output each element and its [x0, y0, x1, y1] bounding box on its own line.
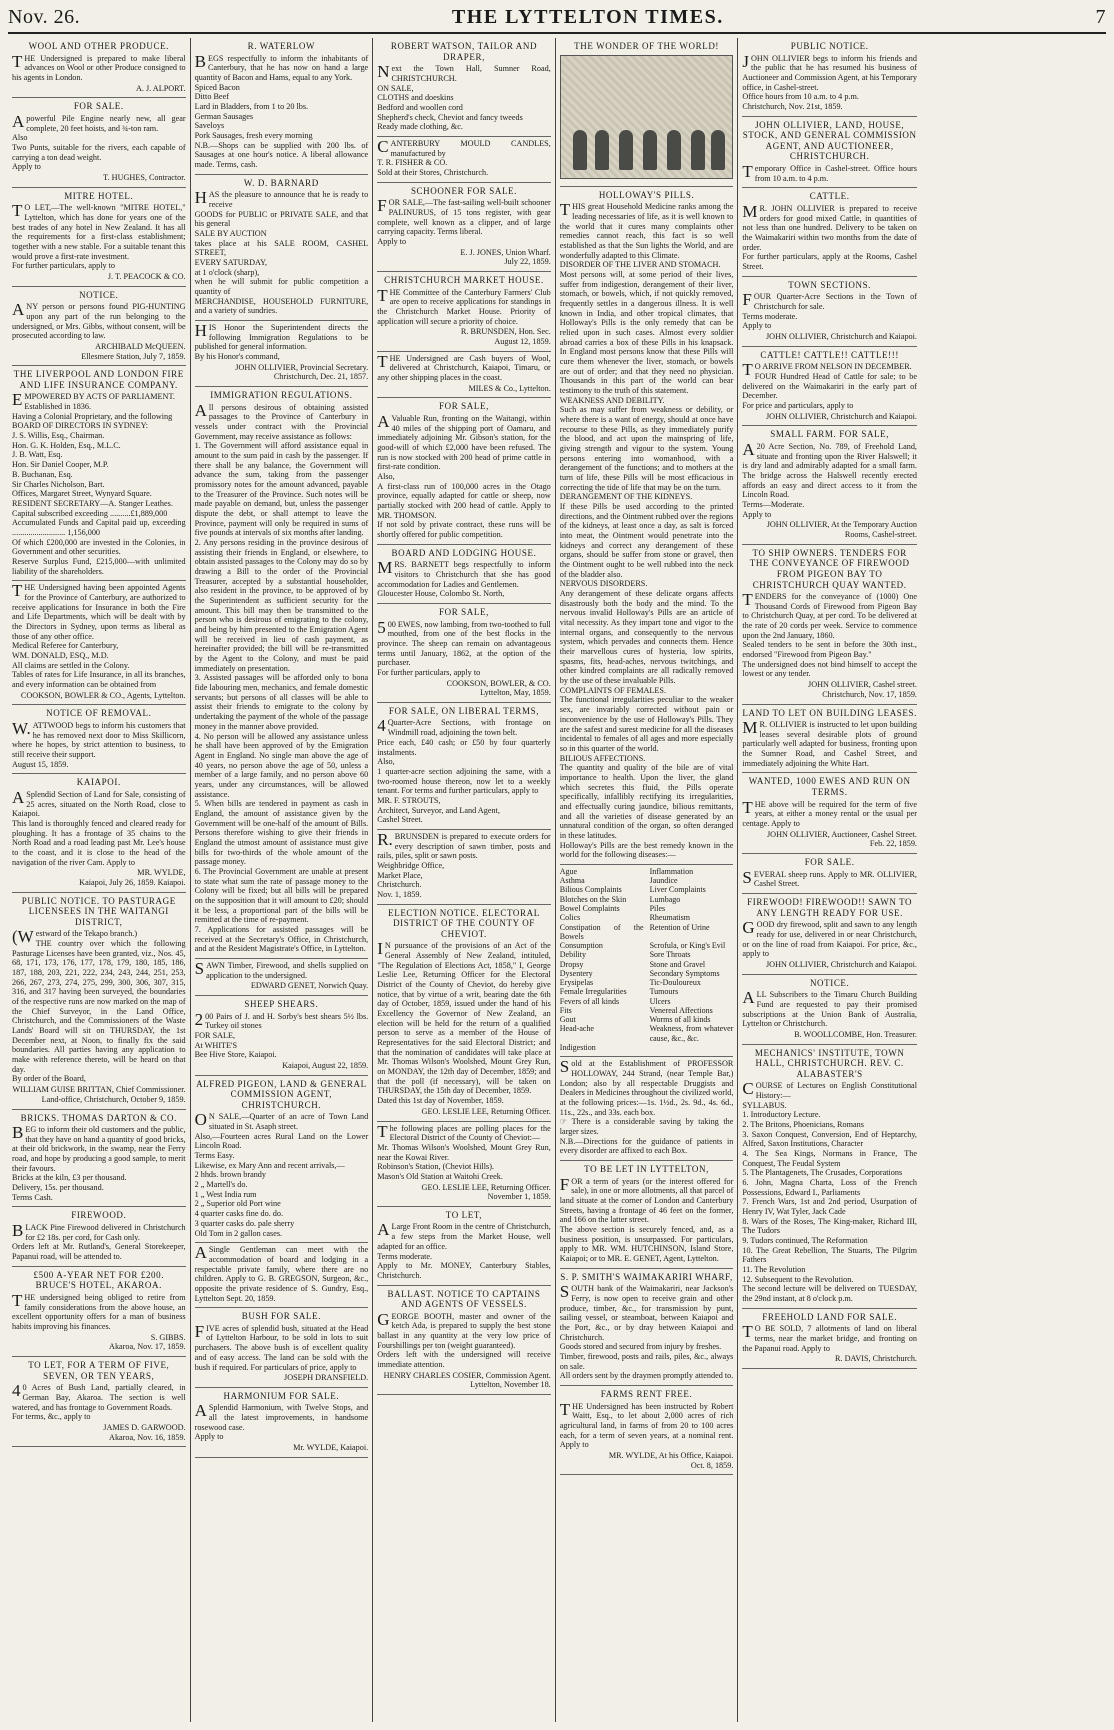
- advertisement: [742, 277, 917, 347]
- ad-signature: MR. WYLDE, At his Office, Kaiapoi. Oct. 8, 1859.: [608, 1450, 734, 1470]
- advertisement: [195, 175, 369, 321]
- ad-signature: T. HUGHES, Contractor.: [103, 172, 186, 182]
- ad-body: TENDERS for the conveyance of (1000) One Thousand Cords of Firewood from Pigeon Bay to Christchurch Quay, at per cord. To be delivered at the rate of 20 cords per week. Service to commence upon the 2nd January, 1860. Sealed tenders to be sent in before the 30th inst., endorsed "Firewood from Pigeon Bay." The undersigned does not bind himself to accept the lowest or any tender.: [742, 590, 917, 679]
- ad-heading: THE LIVERPOOL AND LONDON FIRE AND LIFE INSURANCE COMPANY.: [13, 369, 184, 390]
- ad-body: Sold at the Establishment of PROFESSOR HOLLOWAY, 244 Strand, (near Temple Bar,) London; also by all respectable Druggists and Dealers in Medicines throughout the civilized world, at the following prices:—1s. 1½d., 2s. 9d., 4s. 6d., 11s., 22s., and 33s. each box. ☞ There is a considerable saving by taking the larger sizes. N.B.—Directions for the guidance of patients in every disorder are affixed to each Box.: [559, 1057, 734, 1156]
- advertisement: [742, 854, 917, 894]
- ad-signature: HENRY CHARLES COSIER, Commission Agent. Lyttelton, November 18.: [383, 1370, 551, 1390]
- disease-item: Sore Throats: [649, 950, 691, 960]
- ad-signature: A. J. ALPORT.: [135, 83, 186, 93]
- ad-body: BLACK Pine Firewood delivered in Christchurch for £2 18s. per cord, for Cash only. Orders left at Mr. Rutland's, General Storekeeper, Papanui road, will be attended to.: [12, 1221, 186, 1262]
- ad-signature: JOHN OLLIVIER, Christchurch and Kaiapoi.: [765, 332, 917, 342]
- ad-body: The following places are polling places for the Electoral District of the County of Cheviot:— Mr. Thomas Wilson's Woolshed, Mount Grey Run, near the Kowai River. Robinson's Station, (Cheviot Hills). Mason's Old Station at Waitohi Creek.: [377, 1121, 551, 1181]
- advertisement: [742, 38, 917, 117]
- ad-heading: THE WONDER OF THE WORLD!: [574, 41, 720, 51]
- ad-signature: MR. WYLDE, Kaiapoi, July 26, 1859. Kaiapoi.: [79, 868, 186, 887]
- ad-heading: KAIAPOI.: [76, 777, 121, 788]
- ad-heading: MECHANICS' INSTITUTE, TOWN HALL, CHRISTCHURCH. REV. C. ALABASTER'S: [754, 1047, 905, 1079]
- ad-heading: IMMIGRATION REGULATIONS.: [210, 390, 353, 401]
- ad-heading: BRICKS. THOMAS DARTON & CO.: [20, 1112, 177, 1123]
- ad-body: A20 Acre Section, No. 789, of Freehold Land, situate and fronting upon the River Halswell; it is dry land and admirably adapted for a small farm. The bridge across the Halswell recently erected affords an easy and direct access to it from the Lincoln Road. Terms—Moderate. Apply to: [742, 439, 917, 519]
- column-1: [8, 38, 191, 1722]
- ad-signature: JOSEPH DRANSFIELD.: [284, 1373, 369, 1383]
- ad-heading: TO BE LET IN LYTTELTON,: [584, 1163, 709, 1174]
- ad-signature: J. T. PEACOCK & CO.: [107, 271, 186, 281]
- disease-item: Stone and Gravel: [649, 959, 706, 969]
- ad-body: 40 Acres of Bush Land, partially cleared, in German Bay, Akaroa. The section is well watered, and has frontage to Government Roads. For terms, &c., apply to: [12, 1381, 186, 1422]
- advertisement: [377, 905, 551, 1122]
- column-3: [373, 38, 556, 1722]
- ad-body: ASplendid Section of Land for Sale, consisting of 25 acres, situated on the North Road, close to Kaiapoi. This land is thoroughly fenced and cleared ready for ploughing. It has a frontage of 35 chains to the North Road and a road leading past Mr. Lee's house to the coast, and it is close to the head of the navigation of the river Cam. Apply to: [12, 787, 186, 867]
- disease-item: Lumbago: [649, 894, 681, 904]
- advertisement: [742, 1045, 917, 1309]
- advertisement: [12, 38, 186, 98]
- advertisement: [377, 1122, 551, 1207]
- ad-body: FOR a term of years (or the interest offered for sale), in one or more allotments, all that parcel of land situate at the corner of London and Canterbury Streets, having a frontage of 46 feet on the former, and 166 on the latter street. The above section is securely fenced, and, as a business position, is unsurpassed. For particulars, apply to MR. WM. HUTCHINSON, Island Store, Kaiapoi; or to MR. E. GENET, Agent, Lyttelton.: [559, 1174, 734, 1263]
- ad-body: TO ARRIVE FROM NELSON IN DECEMBER. FOUR Hundred Head of Cattle for sale; to be delivered on the Waimakariri in the early part of December. For price and particulars, apply to: [742, 360, 917, 410]
- advertisement: [12, 893, 186, 1110]
- disease-item: Blotches on the Skin: [559, 894, 627, 904]
- ad-body: All persons desirous of obtaining assisted passages to the Province of Canterbury in vessels under contract with the Provincial Government, may receive assistance as follows: 1. The Government will afford assistance equal in amount to the sum paid in cash by the passenger. If there shall be any balance, the Government will advance the sum, taking from the passenger promissory notes for the amount advanced, payable to the Treasurer of the Province. Such notes will be made payable on demand, but, unless the passenger dispute the debt, or shall attempt to leave the Province, payment will only be required in sums of five pounds at intervals of six months after landing. 2. Any persons residing in the province desirous of assisting their friends in England, or elsewhere, to obtain assisted passages to the Colony may do so by drawing a Bill to the order of the Provincial Treasurer, accepted by a substantial householder, also resident in the province, to be approved of by the Superintendent as sufficient security for the amount. This bill may then be transmitted to the person who is desirous of emigrating to the colony, and being by him presented to the Emigration Agent will be received in lieu of cash payment, as hereinafter provided; the bill will be re-transmitted by the Agent to the Colony, and must be paid immediately on presentation. 3. Assisted passages will be afforded only to bona fide labouring men, mechanics, and female domestic servants; but persons of all classes will be able to assist their friends to emigrate to the colony by undertaking the payment of the whole of the passage money in the manner above provided. 4. No person will be allowed any assistance unless he shall have been approved of by the Emigration Agent in England. No single man above the age of 40 years, no person above the age of 50, unless a member of a large family, and no person above 60 years, under any circumstances, will be allowed assistance. 5. When bills are tendered in payment as cash in England, the amount of assistance given by the Government will be one-half of the amount of Bills. Persons therefore wishing to give their friends in England the utmost amount of assistance must give bills for two-thirds of the whole amount of the passage money. 6. The Provincial Government are unable at present to state what sum the rate of passage money to the Colony will be fixed; but all bills will be prepared on the supposition that it will amount to £20; should it be less, a proportional part of the bills will be remitted at the time of re-payment. 7. Applications for assisted passages will be received at the Secretary's Office, in Christchurch, and at the Resident Magistrate's Office, in Lyttelton.: [194, 400, 369, 954]
- ad-signature: GEO. LESLIE LEE, Returning Officer. November 1, 1859.: [421, 1182, 551, 1202]
- ad-heading: LAND TO LET ON BUILDING LEASES.: [742, 707, 917, 718]
- issue-date: Nov. 26.: [8, 6, 81, 28]
- ad-signature: R. BRUNSDEN, Hon. Sec. August 12, 1859.: [460, 327, 551, 346]
- disease-item: Fits: [559, 1005, 572, 1015]
- ad-heading: BOARD AND LODGING HOUSE.: [391, 547, 537, 558]
- ad-body: CANTERBURY MOULD CANDLES, manufactured by T. R. FISHER & CO. Sold at their Stores, Christchurch.: [377, 136, 551, 177]
- ad-body: EMPOWERED BY ACTS OF PARLIAMENT. Established in 1836. Having a Colonial Proprietary, and the following BOARD OF DIRECTORS IN SYDNEY: J. S. Willis, Esq., Chairman. Hon. G. K. Holden, Esq., M.L.C. J. B. Watt, Esq. Hon. Sir Daniel Cooper, M.P. B. Buchanan, Esq. Sir Charles Nicholson, Bart. Offices, Margaret Street, Wynyard Square. RESIDENT SECRETARY—A. Stanger Leathes. Capital subscribed exceeding ..........£1,889,000 Accumulated Funds and Capital paid up, exceeding .......................... 1,156,000 Of which £200,000 are invested in the Colonies, in Government and other securities. Reserve Surplus Fund, £215,000—with unlimited liability of the shareholders.: [12, 390, 186, 576]
- ad-signature: Kaiapoi, August 22, 1859.: [282, 1060, 369, 1070]
- ad-heading: W. D. BARNARD: [243, 177, 319, 188]
- ad-heading: CHRISTCHURCH MARKET HOUSE.: [384, 274, 544, 285]
- advertisement: [377, 1286, 551, 1396]
- advertisement: [12, 287, 186, 367]
- ad-body: 500 EWES, now lambing, from two-toothed to full mouthed, from one of the best flocks in the province. The sheep can remain on advantageous terms until January, 1862, at the option of the purchaser. For further particulars, apply to: [377, 617, 551, 677]
- advertisement: [742, 894, 917, 975]
- ad-heading: TO LET,: [445, 1209, 483, 1220]
- ad-heading: SMALL FARM. FOR SALE,: [770, 429, 890, 440]
- ad-body: ASplendid Harmonium, with Twelve Stops, and all the latest improvements, in handsome rosewood case. Apply to: [194, 1401, 369, 1442]
- disease-item: Scrofula, or King's Evil: [649, 941, 726, 951]
- advertisement: [12, 1110, 186, 1208]
- ad-body: THE Committee of the Canterbury Farmers' Club are open to receive applications for standings in the Christchurch Market House. Priority of application will secure a priority of choice.: [377, 285, 551, 326]
- ad-heading: PUBLIC NOTICE.: [790, 41, 869, 51]
- ad-body: ALL Subscribers to the Timaru Church Building Fund are requested to pay their promised subscriptions at the Union Bank of Australia, Lyttelton or Christchurch.: [742, 988, 917, 1029]
- ad-body: FOUR Quarter-Acre Sections in the Town of Christchurch for sale. Terms moderate. Apply to: [742, 290, 917, 331]
- ad-signature: JAMES D. GARWOOD. Akaroa, Nov. 16, 1859.: [103, 1422, 186, 1442]
- ad-heading: FIREWOOD.: [71, 1210, 127, 1221]
- ad-heading: TO SHIP OWNERS. TENDERS FOR THE CONVEYANCE OF FIREWOOD FROM PIGEON BAY TO CHRISTCHURCH QUAY WANTED.: [749, 547, 910, 590]
- ad-signature: R. DAVIS, Christchurch.: [835, 1354, 917, 1364]
- advertisement: [377, 545, 551, 604]
- column-4: [556, 38, 739, 1722]
- disease-item: Consumption: [559, 941, 603, 951]
- advertisement: [742, 347, 917, 427]
- ad-signature: EDWARD GENET, Norwich Quay.: [250, 981, 369, 991]
- advertisement: [742, 188, 917, 276]
- ad-signature: B. WOOLLCOMBE, Hon. Treasurer.: [794, 1029, 917, 1039]
- ad-signature: COOKSON, BOWLER & CO., Agents, Lyttelton.: [20, 690, 186, 700]
- ad-body: TO LET,—The well-known "MITRE HOTEL," Lyttelton, which has done for years one of the best trades of any hotel in New Zealand. It has all the requirements for a first-class establishment; together with a new stable. For a suitable tenant this would prove a first-rate investment. For further particulars, apply to: [12, 201, 186, 271]
- advertisement: [377, 137, 551, 183]
- disease-list: [560, 867, 734, 1052]
- ad-heading: NOTICE.: [809, 977, 850, 988]
- ad-body: THE above will be required for the term of five years, at either a money rental or the usual per centage. Apply to: [742, 797, 917, 829]
- ad-heading: FIREWOOD! FIREWOOD!! SAWN TO ANY LENGTH READY FOR USE.: [747, 897, 913, 918]
- disease-item: Tic-Douloureux: [649, 978, 701, 988]
- ad-body: COURSE of Lectures on English Constitutional History:— SYLLABUS. 1. Introductory Lecture. 2. The Britons, Phoenicians, Romans 3. Saxon Conquest, Conversion, End of Heptarchy, Alfred, Saxon Institutions, Character 4. The Sea Kings, Normans in France, The Conquest, The Feudal System 5. The Plantagenets, The Crusades, Corporations 6. John, Magna Charta, Loss of the French Possessions, Edward I., Parliaments 7. French Wars, 1st and 2nd period, Usurpation of Henry IV, Wat Tyler, Jack Cade 8. Wars of the Roses, The King-maker, Richard III, The Tudors 9. Tudors continued, The Reformation 10. The Great Rebellion, The Stuarts, The Pilgrim Fathers 11. The Revolution 12. Subsequent to the Revolution. The second lecture will be delivered on TUESDAY, the 29nd instant, at 8 o'clock p.m.: [742, 1079, 917, 1304]
- advertisement: [742, 117, 917, 189]
- advertisement: [195, 1243, 369, 1308]
- ad-body: MRS. BARNETT begs respectfully to inform visitors to Christchurch that she has good accommodation for Ladies and Gentlemen. Gloucester House, Colombo St. North,: [377, 558, 551, 599]
- ad-heading: TOWN SECTIONS.: [788, 279, 872, 290]
- ad-signature: JOHN OLLIVIER, Christchurch and Kaiapoi.: [765, 959, 917, 969]
- advertisement: [12, 1357, 186, 1447]
- advertisement: [195, 1076, 369, 1244]
- disease-item: Inflammation: [649, 866, 694, 876]
- ad-body: ALarge Front Room in the centre of Christchurch, a few steps from the Market House, well adapted for an office. Terms moderate. Apply to Mr. MONEY, Canterbury Stables, Christchurch.: [377, 1220, 551, 1280]
- disease-item: Gout: [559, 1015, 576, 1025]
- advertisement: [12, 774, 186, 892]
- disease-item: Debility: [559, 950, 586, 960]
- column-5: [738, 38, 921, 1722]
- advertisement: [12, 1207, 186, 1266]
- ad-heading: FOR SALE, ON LIBERAL TERMS,: [388, 705, 540, 716]
- ad-body: R.BRUNSDEN is prepared to execute orders for every description of sawn timber, posts and rails, piles, split or sawn posts. Weighbridge Office, Market Place, Christchurch. Nov. 1, 1859.: [377, 829, 551, 899]
- ad-heading: JOHN OLLIVIER, LAND, HOUSE, STOCK, AND GENERAL COMMISSION AGENT, AND AUCTIONEER, CHRISTCHURCH.: [742, 119, 917, 162]
- column-2: [191, 38, 374, 1722]
- advertisement: [560, 1057, 734, 1161]
- disease-item: Ulcers: [649, 996, 671, 1006]
- ad-body: Temporary Office in Cashel-street. Office hours from 10 a.m. to 4 p.m.: [742, 162, 917, 183]
- ad-signature: JOHN OLLIVIER, At the Temporary Auction Rooms, Cashel-street.: [766, 520, 917, 539]
- ad-heading: FOR SALE.: [73, 101, 124, 112]
- advertisement: [742, 426, 917, 544]
- ad-body: TO BE SOLD, 7 allotments of land on liberal terms, near the market bridge, and fronting on the Papanui road. Apply to: [742, 1322, 917, 1353]
- ad-body: BEGS respectfully to inform the inhabitants of Canterbury, that he has now on hand a large quantity of Bacon and Hams, equal to any York. Spiced Bacon Ditto Beef Lard in Bladders, from 1 to 20 lbs. German Sausages Saveloys Pork Sausages, fresh every morning N.B.—Shops can be supplied with 200 lbs. of Sausages at one hour's notice. A liberal allowance made. Terms, cash.: [194, 51, 369, 169]
- ad-heading: ALFRED PIGEON, LAND & GENERAL COMMISSION AGENT, CHRISTCHURCH.: [196, 1078, 367, 1110]
- ad-heading: NOTICE.: [79, 289, 119, 300]
- ad-body: THE undersigned being obliged to retire from family considerations from the above house, an excellent opportunity offers for a man of business habits improving his finances.: [12, 1291, 186, 1332]
- ad-heading: FARMS RENT FREE.: [600, 1388, 693, 1399]
- ad-signature: ARCHIBALD McQUEEN. Ellesmere Station, July 7, 1859.: [81, 341, 186, 361]
- advertisement: [560, 38, 734, 187]
- ad-body: THE Undersigned has been instructed by Robert Waitt, Esq., to let about 2,000 acres of rich agricultural land, in farms of from 20 to 100 acres each, for a term of seven years, at a nominal rent. Apply to: [559, 1399, 734, 1450]
- advertisement: [377, 183, 551, 272]
- ad-heading: WANTED, 1000 EWES AND RUN ON TERMS.: [748, 776, 911, 798]
- disease-item: [650, 1043, 734, 1052]
- ad-body: SEVERAL sheep runs. Apply to MR. OLLIVIER, Cashel Street.: [742, 867, 917, 889]
- ad-heading: WOOL AND OTHER PRODUCE.: [28, 41, 170, 51]
- advertisement: [12, 1267, 186, 1357]
- ad-heading: CATTLE! CATTLE!! CATTLE!!!: [760, 349, 899, 360]
- engraving-illustration: [560, 55, 734, 179]
- ad-heading: ROBERT WATSON, TAILOR AND DRAPER,: [390, 41, 538, 62]
- ad-heading: BALLAST. NOTICE TO CAPTAINS AND AGENTS OF VESSELS.: [387, 1288, 541, 1310]
- advertisement: [12, 366, 186, 581]
- ad-heading: ELECTION NOTICE. ELECTORAL DISTRICT OF THE COUNTY OF CHEVIOT.: [388, 907, 540, 939]
- ad-signature: GEO. LESLIE LEE, Returning Officer.: [421, 1106, 551, 1116]
- disease-item: Dropsy: [559, 959, 584, 969]
- ad-body: ON SALE,—Quarter of an acre of Town Land situated in St. Asaph street. Also,—Fourteen acres Rural Land on the Lower Lincoln Road. Terms Easy. Likewise, ex Mary Ann and recent arrivals,— 2 hhds. brown brandy 2 „ Martell's do. 1 „ West India rum 2 „ Superior old Port wine 4 quarter casks fine do. do. 3 quarter casks do. pale sherry Old Tom in 2 gallon cases.: [194, 1110, 369, 1238]
- ad-body: IN pursuance of the provisions of an Act of the General Assembly of New Zealand, intituled, "The Regulation of Elections Act, 1858," I, George Leslie Lee, Returning Officer for the Electoral District of the County of Cheviot, do hereby give notice, that by virtue of a writ, bearing date the 6th day of October, 1859, issued under the hand of his Excellency the Governor of New Zealand, an election will be held for the return of a qualified person to serve as a member of the House of Representatives for the said Electoral District; and that the nomination of candidates will take place at Mr. Thomas Wilson's Woolshed, Mount Grey Run, on MONDAY, the 12th day of December, 1859; and that the poll (if necessary), will be taken on THURSDAY, the 15th day of December, 1859. Dated this 1st day of November, 1859.: [377, 939, 551, 1106]
- disease-item: Fevers of all kinds: [559, 996, 620, 1006]
- ad-body: 200 Pairs of J. and H. Sorby's best shears 5½ lbs. Turkey oil stones FOR SALE, At WHITE'S Bee Hive Store, Kaiapoi.: [194, 1009, 369, 1060]
- ad-body: (Westward of the Tekapo branch.) THE country over which the following Pasturage Licenses have been granted, viz., Nos. 45, 68, 171, 173, 176, 177, 178, 179, 180, 185, 186, 187, 188, 203, 221, 222, 234, 243, 244, 251, 253, 266, 267, 273, 274, 275, 299, 300, 306, 307, 315, 316, and 317 having been surveyed, the boundaries of the respective runs are now marked on the map of the Chief Surveyor, in the Land Office, Christchurch, and the Commissioners of the Waste Lands' Board will sit on THURSDAY, the 1st December next, at Noon, to finally fix the said boundaries. All parties having any application to make with reference thereto, will be heard on that day. By order of the Board,: [12, 927, 186, 1084]
- advertisement: [742, 545, 917, 705]
- ad-body: GOOD dry firewood, split and sawn to any length ready for use, delivered in or near Christchurch, or on the line of road from Kaiapoi. For price, &c., apply to: [742, 918, 917, 959]
- ad-heading: FOR SALE.: [804, 857, 855, 868]
- ad-heading: £500 A-YEAR NET FOR £200. BRUCE'S HOTEL, AKAROA.: [33, 1269, 165, 1291]
- ad-body: THE Undersigned having been appointed Agents for the Province of Canterbury, are authorized to receive applications for Insurance in both the Fire and Life Departments, which will be dealt with by the Directors in Sydney, upon terms as liberal as those of any other office. Medical Referee for Canterbury, WM. DONALD, ESQ., M.D. All claims are settled in the Colony. Tables of rates for Life Insurance, in all its branches, and every information can be obtained from: [12, 581, 186, 689]
- advertisement: [195, 321, 369, 387]
- masthead: [8, 6, 1106, 34]
- ad-body: BEG to inform their old customers and the public, that they have on hand a quantity of good bricks, at their old brickwork, in the swamp, near the Ferry road, and hope by producing a good sample, to merit their favours. Bricks at the kiln, £3 per thousand. Delivery, 15s. per thousand. Terms Cash.: [12, 1123, 186, 1202]
- ad-body: FIVE acres of splendid bush, situated at the Head of Lyttelton Harbour, to be sold in lots to suit purchasers. The above bush is of excellent quality and of easy access. The land can be sold with the bush if required. For particulars of price, apply to: [194, 1321, 369, 1372]
- disease-item: Dysentery: [559, 968, 593, 978]
- advertisement: [560, 187, 734, 865]
- ad-body: 4Quarter-Acre Sections, with frontage on Windmill road, adjoining the town belt. Price each, £40 cash; or £50 by four quarterly instalments. Also, 1 quarter-acre section adjoining the same, with a two-roomed house thereon, now let to a weekly tenant. For terms and further particulars, apply to MR. F. STROUTS, Architect, Surveyor, and Land Agent, Cashel Street.: [377, 716, 551, 825]
- ad-signature: WILLIAM GUISE BRITTAN, Chief Commissioner. Land-office, Christchurch, October 9, 1859.: [12, 1085, 186, 1104]
- advertisement: [377, 1207, 551, 1286]
- ad-heading: BUSH FOR SALE.: [241, 1311, 321, 1322]
- disease-item: Tumours: [649, 987, 679, 997]
- ad-signature: JOHN OLLIVIER, Provincial Secretary. Christchurch, Dec. 21, 1857.: [235, 362, 369, 382]
- ad-heading: NOTICE OF REMOVAL.: [46, 708, 152, 719]
- advertisement: [195, 1388, 369, 1458]
- ad-heading: SHEEP SHEARS.: [244, 998, 319, 1009]
- ad-body: MR. OLLIVIER is instructed to let upon building leases several desirable plots of ground particularly well adapted for business, fronting upon the Sumner Road, and Cashel Street, and immediately adjoining the White Hart.: [742, 718, 917, 768]
- ad-body: JOHN OLLIVIER begs to inform his friends and the public that he has resumed his business of Auctioneer and Commission Agent, at his Temporary office, in Cashel-street. Office hours from 10 a.m. to 4 p.m. Christchurch, Nov. 21st, 1859.: [742, 51, 917, 111]
- disease-item: Secondary Symptoms: [649, 968, 720, 978]
- ad-body: THE Undersigned is prepared to make liberal advances on Wool or other Produce consigned to his agents in London.: [12, 51, 186, 82]
- page-number: 7: [1095, 6, 1106, 28]
- ad-heading: HARMONIUM FOR SALE.: [223, 1390, 340, 1401]
- ad-heading: R. WATERLOW: [247, 41, 316, 51]
- newspaper-title: THE LYTTELTON TIMES.: [451, 6, 724, 28]
- disease-item: Venereal Affections: [649, 1005, 713, 1015]
- ad-body: Next the Town Hall, Sumner Road, CHRISTCHURCH. ON SALE, CLOTHS and doeskins Bedford and woollen cord Shepherd's check, Cheviot and fancy tweeds Ready made clothing, &c.: [377, 62, 551, 132]
- ad-body: HIS Honor the Superintendent directs the following Immigration Regulations to be published for general information. By his Honor's command,: [194, 321, 369, 362]
- advertisement: [742, 773, 917, 854]
- ad-heading: TO LET, FOR A TERM OF FIVE, SEVEN, OR TEN YEARS,: [28, 1360, 170, 1381]
- disease-item: Piles: [649, 903, 666, 913]
- ad-heading: FOR SALE,: [439, 401, 489, 412]
- disease-item: Colics: [559, 913, 581, 923]
- advertisement: [195, 38, 369, 175]
- disease-item: Bowel Complaints: [559, 903, 620, 913]
- advertisement: [195, 387, 369, 959]
- ad-body: W.ATTWOOD begs to inform his customers that he has removed next door to Miss Skillicorn, where he hopes, by strict attention to business, to still receive their support. August 15, 1859.: [12, 718, 186, 769]
- ad-signature: E. J. JONES, Union Wharf. July 22, 1859.: [460, 247, 551, 267]
- ad-heading: HOLLOWAY'S PILLS.: [598, 189, 695, 200]
- advertisement: [12, 705, 186, 774]
- advertisement: [377, 830, 551, 905]
- disease-item: Jaundice: [649, 876, 678, 886]
- advertisement: [742, 1309, 917, 1369]
- ad-body: FOR SALE,—The fast-sailing well-built schooner PALINURUS, of 15 tons register, with gear complete, well known as a clipper, and of large carrying capacity. Terms liberal. Apply to: [377, 196, 551, 246]
- disease-item: Female Irregularities: [559, 987, 627, 997]
- ad-body: AValuable Run, fronting on the Waitangi, within 40 miles of the shipping port of Oamaru, and immediately adjoining Mr. Gibson's station, for the good-will of which £2,000 have been refused. The run is now stocked with 200 head of prime cattle in first-rate condition. Also, A first-class run of 100,000 acres in the Otago province, equally adapted for cattle or sheep, now partially stocked with 200 head of cattle. Apply to MR. THOMSON. If not sold by private contract, these runs will be shortly offered for public competition.: [377, 411, 551, 539]
- disease-item: Worms of all kinds: [649, 1015, 711, 1025]
- advertisement: [195, 959, 369, 996]
- ad-signature: JOHN OLLIVIER, Christchurch and Kaiapoi.: [765, 411, 917, 421]
- disease-item: Weakness, from whatever cause, &c., &c.: [649, 1024, 734, 1043]
- ad-heading: CATTLE.: [809, 191, 850, 202]
- ad-heading: S. P. SMITH'S WAIMAKARIRI WHARF,: [560, 1271, 733, 1282]
- advertisement: [12, 98, 186, 187]
- ad-body: ANY person or persons found PIG-HUNTING upon any part of the run belonging to the undersigned, or Mrs. Gibbs, without consent, will be prosecuted according to law.: [12, 300, 186, 341]
- ad-body: THIS great Household Medicine ranks among the leading necessaries of life, as it is well known to the world that it cures many complaints other remedies cannot reach, this fact is so well established as that the Sun lights the World, and are wonderfully adapted to this Climate. DISORDER OF THE LIVER AND STOMACH. Most persons will, at some period of their lives, suffer from indigestion, derangement of their liver, stomach, or bowels, which, if not quickly removed, frequently settles in a dangerous illness. It is well known in India, and other tropical climates, that Holloway's Pills is the only remedy that can be relied upon in such cases. Almost every soldier abroad carries a box of these Pills in his knapsack. In England most persons know that these Pills will cure them whenever the liver, stomach, or bowels are out of order; and that they need no physician. Thousands in this part of the world can bear testimony to the truth of this statement. WEAKNESS AND DEBILITY. Such as may suffer from weakness or debility, or where there is a want of energy, should at once have recourse to these Pills, as they immediately purify the blood, and act upon the mainspring of life, giving strength and vigour to the system. Young persons entering into womanhood, with a derangement of the functions; and to mothers at the turn of life, these Pills will be most efficacious in correcting the tide of life that may be on the turn. DERANGEMENT OF THE KIDNEYS. If these Pills be used according to the printed directions, and the Ointment rubbed over the regions of the kidneys, at least once a day, as salt is forced into meat, the Ointment would penetrate into the kidneys and correct any derangement of these organs, should be suffer from stone or gravel, then the Ointment ought to be well rubbed into the neck of the bladder also. NERVOUS DISORDERS. Any derangement of these delicate organs affects disastrously both the body and the mind. To the nervous invalid Holloway's Pills are an article of vital necessity. As they impart tone and vigor to the internal organs, and consequently to the nervous system, which pervades and connects them. Hence their marvellous cures of hysteria, low spirits, spasms, fits, head-aches, nervous twitchings, and other kindred complaints are all radically removed by the use of these invaluable Pills. COMPLAINTS OF FEMALES. The functional irregularities peculiar to the weaker sex, are invariably corrected without pain or inconvenience by the use of Holloway's Pills. They are the safest and surest medicine for all the diseases incidental to females of all ages and more especially so in this quarter of the world. BILIOUS AFFECTIONS. The quantity and quality of the bile are of vital importance to health. Upon the liver, the gland which secretes this fluid, the Pills operate specifically, infallibly rectifying its irregularities, and effectually curing jaundice, bilious remittants, and all the varieties of disease generated by an unnatural condition of the organ, so often deranged in these latitudes. Holloway's Pills are the best remedy known in the world for the following diseases:—: [559, 200, 734, 860]
- advertisement: [560, 1269, 734, 1386]
- ad-signature: S. GIBBS. Akaroa, Nov. 17, 1859.: [109, 1332, 186, 1352]
- advertisement: [560, 1161, 734, 1269]
- disease-item: Indigestion: [559, 1042, 596, 1052]
- ad-signature: JOHN OLLIVIER, Auctioneer, Cashel Street. Feb. 22, 1859.: [766, 829, 917, 849]
- ad-signature: COOKSON, BOWLER, & CO. Lyttelton, May, 1859.: [446, 678, 551, 698]
- disease-item: Ague: [559, 866, 578, 876]
- ad-signature: JOHN OLLIVIER, Cashel street. Christchurch, Nov. 17, 1859.: [808, 680, 917, 699]
- disease-item: Asthma: [559, 876, 585, 886]
- disease-item: Retention of Urine: [649, 922, 710, 932]
- advertisement: [12, 581, 186, 705]
- advertisement: [195, 1308, 369, 1388]
- ad-body: GEORGE BOOTH, master and owner of the ketch Ada, is prepared to supply the best stone ballast in any quantity at the very low price of Fourshillings per ton (weight guaranteed). Orders left with the undersigned will receive immediate attention.: [377, 1309, 551, 1370]
- disease-item: Rheumatism: [649, 913, 691, 923]
- ad-heading: PUBLIC NOTICE. TO PASTURAGE LICENSEES IN THE WAITANGI DISTRICT,: [21, 895, 176, 927]
- ad-body: THE Undersigned are Cash buyers of Wool, delivered at Christchurch, Kaiapoi, Timaru, or any other shipping places in the coast.: [377, 351, 551, 382]
- ad-heading: FOR SALE,: [439, 606, 489, 617]
- ad-body: SOUTH bank of the Waimakariri, near Jackson's Ferry, is now open to receive grain and other produce, timber, &c., for transmission by punt, sailing vessel, or steamboat, between Kaiapoi and the Port, &c., or by dray between Kaiapoi and Christchurch. Goods stored and secured from injury by freshes. Timber, firewood, posts and rails, piles, &c., always on sale. All orders sent by the draymen promptly attended to.: [559, 1282, 734, 1381]
- disease-item: Liver Complaints: [649, 885, 706, 895]
- advertisement: [377, 272, 551, 352]
- disease-item: Head-ache: [559, 1024, 594, 1034]
- advertisement: [377, 398, 551, 544]
- advertisement: [742, 705, 917, 774]
- ad-heading: MITRE HOTEL.: [64, 190, 134, 201]
- columns: [8, 38, 1106, 1722]
- ad-heading: FREEHOLD LAND FOR SALE.: [762, 1311, 898, 1322]
- ad-heading: SCHOONER FOR SALE.: [410, 185, 518, 196]
- ad-body: MR. JOHN OLLIVIER is prepared to receive orders for good mixed Cattle, in quantities of not less than one hundred. Delivery to be taken on the Waimakariri within two months from the date of order. For further particulars, apply at the Rooms, Cashel Street.: [742, 202, 917, 272]
- advertisement: [560, 865, 734, 1057]
- ad-body: HAS the pleasure to announce that he is ready to receive GOODS for PUBLIC or PRIVATE SALE, and that his general SALE BY AUCTION takes place at his SALE ROOM, CASHEL STREET, EVERY SATURDAY, at 1 o'clock (sharp), when he will submit for public competition a quantity of MERCHANDISE, HOUSEHOLD FURNITURE, and a variety of sundries.: [194, 188, 369, 316]
- advertisement: [377, 604, 551, 703]
- ad-body: ASingle Gentleman can meet with the accommodation of board and lodging in a respectable private family, where there are no children. Apply to G. B. GREGSON, Surgeon, &c., opposite the private residence of S. Gundry, Esq., Lyttelton Sept. 20, 1859.: [194, 1243, 369, 1303]
- ad-signature: Mr. WYLDE, Kaiapoi.: [293, 1443, 369, 1453]
- disease-item: Constipation of the Bowels: [559, 922, 644, 941]
- advertisement: [742, 975, 917, 1045]
- ad-body: Apowerful Pile Engine nearly new, all gear complete, 20 feet hoists, and ¾-ton ram. Also Two Punts, suitable for the rivers, each capable of carrying a ton dead weight. Apply to: [12, 111, 186, 172]
- disease-item: Erysipelas: [559, 978, 594, 988]
- ad-signature: MILES & Co., Lyttelton.: [468, 383, 551, 393]
- advertisement: [195, 996, 369, 1076]
- advertisement: [12, 188, 186, 287]
- advertisement: [377, 352, 551, 399]
- disease-item: Bilious Complaints: [559, 885, 622, 895]
- advertisement: [377, 703, 551, 830]
- ad-body: SAWN Timber, Firewood, and shells supplied on application to the undersigned.: [194, 958, 369, 980]
- advertisement: [377, 38, 551, 137]
- advertisement: [560, 1386, 734, 1475]
